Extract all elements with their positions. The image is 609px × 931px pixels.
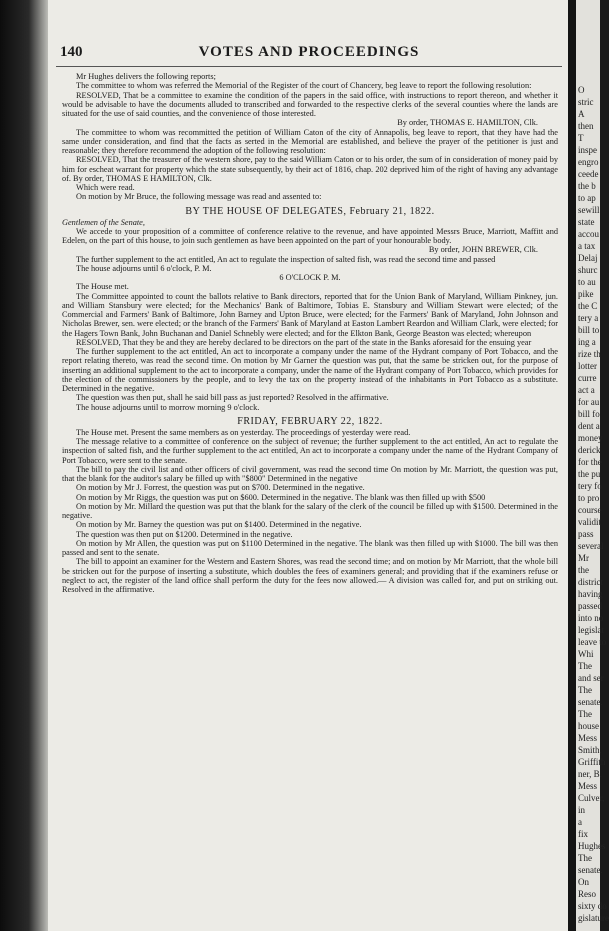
- running-head: VOTES AND PROCEEDINGS: [198, 44, 420, 60]
- page-header: [56, 44, 562, 62]
- facing-page-fragment: and ser: [578, 673, 604, 683]
- paragraph: The house adjourns until to morrow morning 9 o'clock.: [76, 402, 260, 412]
- facing-page-fragment: state: [578, 217, 595, 227]
- facing-page-fragment: The: [578, 685, 592, 695]
- facing-page-fragment: T: [578, 133, 584, 143]
- facing-page-fragment: dent a: [578, 421, 600, 431]
- facing-page-fragment: A: [578, 109, 585, 119]
- paragraph: RESOLVED, That be a committee to examine the condition of the papers in the said office, with instructions to report thereon, and whether it would be advisable to have the documents alluded to transcribed and forwarded to the respective clerks of the several counties where the lands are situated for the use of said counties, and the convenience of those interested.: [62, 90, 558, 118]
- facing-page-fragment: several: [578, 541, 604, 551]
- facing-page-fragment: a: [578, 817, 582, 827]
- paragraph: The bill to pay the civil list and other officers of civil government, was read the second time On motion by Mr. Marriott, the question was put, that the blank for the auditor's salary be filled up with "$800" Determined in the negative: [62, 464, 558, 483]
- facing-page-fragment: act a: [578, 385, 595, 395]
- facing-page-fragment: Culver,: [578, 793, 605, 803]
- facing-page-fragment: stric: [578, 97, 594, 107]
- paragraph: The House met. Present the same members as on yesterday. The proceedings of yesterday were read.: [76, 427, 411, 437]
- facing-page-fragment: having: [578, 589, 603, 599]
- facing-page-fragment: shurc: [578, 265, 598, 275]
- facing-page-edge: [576, 0, 609, 931]
- paragraph: The Committee appointed to count the ballots relative to Bank directors, reported that for the Union Bank of Maryland, William Pinkney, jun. and William Stansbury were elected; for the Mechanics' Bank of Baltimore, Tobias E. Stansbury and William Stewart were elected; of the Commercial and Farmers' Bank of Baltimore, John Barney and Upton Bruce, were elected; for the Farmers' Bank of Maryland, John Johnson and Nicholas Brewer, sen. were elected; or the branch of the Farmers' Bank of Maryland at Easton Lambert Reardon and William Clark, were elected; for the Hagers Town Bank, John Buchanan and Daniel Schnebly were elected; and for the Elkton Bank, George Beaston was elected; whereupon: [62, 291, 558, 338]
- facing-page-fragment: legislat: [578, 625, 604, 635]
- facing-page-fragment: pass: [578, 529, 594, 539]
- facing-page-fragment: to pro: [578, 493, 600, 503]
- paragraph: Which were read.: [76, 183, 135, 192]
- facing-page-fragment: sewill: [578, 205, 600, 215]
- facing-page-fragment: house: [578, 721, 599, 731]
- facing-page-fragment: O: [578, 85, 585, 95]
- facing-page-fragment: course: [578, 505, 602, 515]
- facing-page-fragment: validit: [578, 517, 601, 527]
- document-body: [62, 72, 558, 594]
- facing-page-fragment: Reso: [578, 889, 596, 899]
- paragraph: Gentlemen of the Senate,: [62, 217, 145, 227]
- facing-page-fragment: pike: [578, 289, 594, 299]
- facing-page-fragment: Smith,: [578, 745, 602, 755]
- facing-page-fragment: engro: [578, 157, 599, 167]
- facing-page-fragment: rize th: [578, 349, 601, 359]
- facing-page-fragment: The: [578, 661, 592, 671]
- facing-page-fragment: The: [578, 853, 592, 863]
- facing-page-fragment: fix: [578, 829, 588, 839]
- facing-page-fragment: the pu: [578, 469, 601, 479]
- paragraph: The further supplement to the act entitled, An act to regulate the inspection of salted fish, was read the second time and passed: [76, 254, 496, 264]
- facing-page-fragment: ing a: [578, 337, 596, 347]
- paragraph: RESOLVED, That they be and they are hereby declared to be directors on the part of the state in the Banks aforesaid for the ensuing year: [76, 337, 532, 347]
- paragraph: By order, JOHN BREWER, Clk.: [428, 245, 538, 255]
- section-heading: FRIDAY, FEBRUARY 22, 1822.: [237, 415, 383, 427]
- facing-page-fragment: Mess: [578, 733, 598, 743]
- facing-page-fragment: On: [578, 877, 589, 887]
- facing-page-fragment: then: [578, 121, 594, 131]
- facing-page-fragment: senate.: [578, 865, 603, 875]
- facing-page-fragment: money: [578, 433, 603, 443]
- facing-page-fragment: passed: [578, 601, 602, 611]
- facing-page-fragment: the b: [578, 181, 596, 191]
- facing-page-fragment: Whi: [578, 649, 594, 659]
- facing-page-fragment: tery fo: [578, 481, 602, 491]
- paragraph: The message relative to a committee of conference on the subject of revenue; the further supplement to the act entitled, An act to regulate the inspection of salted fish, and the further supplement to the act entitled, An act to incorporate a company under the name of the Hydrant Company of Port Tobacco, were sent to the senate.: [62, 437, 558, 465]
- facing-page-fragment: Mr: [578, 553, 589, 563]
- facing-page-fragment: accou: [578, 229, 599, 239]
- binding-shadow: [0, 0, 48, 931]
- facing-page-fragment: ceede: [578, 169, 599, 179]
- facing-page-fragment: to ap: [578, 193, 596, 203]
- facing-page-fragment: district: [578, 577, 603, 587]
- page-gutter: [568, 0, 576, 931]
- paragraph: By order, THOMAS E. HAMILTON, Clk.: [397, 118, 538, 128]
- facing-page-fragment: tery a: [578, 313, 599, 323]
- facing-page-fragment: senate.: [578, 697, 603, 707]
- facing-page-fragment: derick: [578, 445, 601, 455]
- facing-page-fragment: Hughes: [578, 841, 606, 851]
- facing-page-fragment: ner, B.: [578, 769, 602, 779]
- facing-page-fragment: lotter: [578, 361, 597, 371]
- section-heading: BY THE HOUSE OF DELEGATES, February 21, 1822.: [185, 205, 435, 217]
- paragraph: 6 O'CLOCK P. M.: [279, 273, 341, 282]
- paragraph: On motion by Mr Bruce, the following message was read and assented to:: [76, 192, 322, 202]
- paragraph: Mr Hughes delivers the following reports;: [76, 72, 216, 81]
- header-rule: [56, 66, 562, 67]
- paragraph: On motion by Mr Riggs, the question was put on $600. Determined in the negative. The blank was then filled up with $500: [76, 492, 486, 502]
- facing-page-fragment: Mess: [578, 781, 598, 791]
- paragraph: On motion by Mr. Millard the question was put that the blank for the salary of the clerk of the council be filled up with $1500. Determined in the negative.: [62, 501, 558, 520]
- facing-page-fragment: inspe: [578, 145, 597, 155]
- paragraph: The question was then put on $1200. Determined in the negative.: [76, 529, 293, 539]
- facing-page-fragment: bill fo: [578, 409, 600, 419]
- paragraph: On motion by Mr Allen, the question was put on $1100 Determined in the negative. The blank was then filled up with $1000. The bill was then passed and sent to the senate.: [62, 538, 558, 557]
- facing-page-fragment: bill to: [578, 325, 600, 335]
- paragraph: The committee to whom was referred the Memorial of the Register of the court of Chancery, beg leave to report the following resolution:: [76, 81, 532, 91]
- facing-page-fragment: the C: [578, 301, 598, 311]
- facing-page-fragment: for the: [578, 457, 602, 467]
- paragraph: On motion by Mr J. Forrest, the question was put on $700. Determined in the negative.: [76, 483, 365, 493]
- paragraph: RESOLVED, That the treasurer of the western shore, pay to the said William Caton or to his order, the sum of in consideration of money paid by him for escheat warrant for property which the state subsequently, by their act of 1816, chap. 202 deprived him of the right of having any advantage of. By order, THOMAS E HAMILTON, Clk.: [62, 155, 558, 183]
- paragraph: The committee to whom was recommitted the petition of William Caton of the city of Annapolis, beg leave to report, that they have had the same under consideration, and find that the facts as serted in the Memorial are established, and believe the prayer of the petitioner is just and reasonable; they therefore recommend the adoption of the following resolution:: [62, 127, 558, 155]
- facing-page-fragment: in: [578, 805, 586, 815]
- facing-page-fragment: sixty do: [578, 901, 607, 911]
- paragraph: The House met.: [76, 282, 129, 292]
- paragraph: The house adjourns until 6 o'clock, P. M.: [76, 263, 212, 273]
- page-number: 140: [60, 44, 83, 60]
- paragraph: The bill to appoint an examiner for the Western and Eastern Shores, was read the second time; and on motion by Mr Marriott, that the whole bill be stricken out for the purpose of inserting a substitute, which doubles the fees of examiners general; and providing that if the examiners refuse or neglect to act, the register of the land office shall perform the duty for the fees now allowed.— A division was called for, and put on striking out. Resolved in the affirmative.: [62, 557, 558, 594]
- facing-page-fragment: a tax: [578, 241, 596, 251]
- facing-page-fragment: into no: [578, 613, 604, 623]
- paragraph: On motion by Mr. Barney the question was put on $1400. Determined in the negative.: [76, 520, 362, 530]
- facing-page-fragment: The: [578, 709, 592, 719]
- facing-page-fragment: Griffith: [578, 757, 606, 767]
- facing-page-fragment: to au: [578, 277, 596, 287]
- facing-page-fragment: Delaj: [578, 253, 598, 263]
- facing-page-fragment: for au: [578, 397, 600, 407]
- facing-page-fragment: leave to: [578, 637, 607, 647]
- facing-page-fragment: curre: [578, 373, 597, 383]
- facing-page-fragment: the: [578, 565, 589, 575]
- paragraph: We accede to your proposition of a committee of conference relative to the revenue, and have appointed Messrs Bruce, Marriott, Maffitt and Edelen, on the part of this house, to join such gentlemen as have been appointed on the part of your honourable body.: [62, 226, 558, 245]
- paragraph: The question was then put, shall he said bill pass as just reported? Resolved in the affirmative.: [76, 393, 389, 403]
- paragraph: The further supplement to the act entitled, An act to incorporate a company under the name of the Hydrant company of Port Tobacco, and the report relating thereto, was read the second time. On motion by Mr Garner the question was put, that the same be stricken out, for the purpose of inserting an additional supplement to the act to incorporate a company, under the name of the Hydrant company of Port Tobacco, which provides for the election of the commissioners by the people, and to levy the tax on the property instead of the inhabitants in Port Tobacco as a substitute. Determined in the negative.: [62, 347, 558, 393]
- facing-page-fragment: gislature: [578, 913, 609, 923]
